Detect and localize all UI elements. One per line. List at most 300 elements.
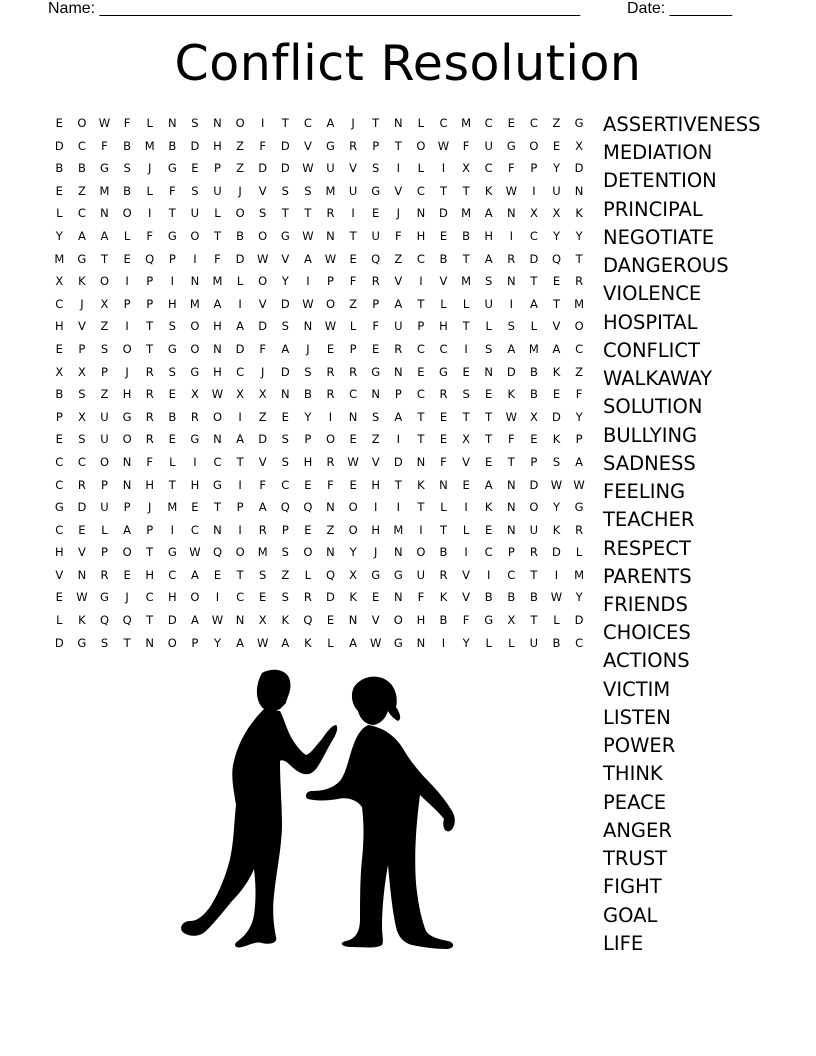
grid-letter: X [529,409,538,424]
grid-letter: Z [100,319,109,334]
grid-row [48,451,588,474]
grid-letter: B [168,138,177,153]
grid-letter: O [258,274,268,289]
grid-letter: N [213,522,222,537]
grid-letter: Q [122,613,132,628]
grid-letter: J [260,364,265,379]
grid-letter: L [146,116,153,130]
grid-letter: N [235,613,245,628]
grid-letter: S [372,161,380,176]
grid-letter: U [394,319,403,334]
grid-letter: B [484,590,493,605]
grid-letter: G [77,251,87,266]
grid-letter: C [281,477,290,492]
grid-row [48,474,588,497]
grid-letter: L [56,613,63,628]
grid-letter: J [351,116,355,130]
grid-letter: M [54,251,65,266]
grid-letter: G [326,138,335,153]
grid-letter: B [552,635,561,650]
grid-letter: T [146,613,154,628]
grid-letter: Z [326,522,335,537]
grid-letter: S [281,432,289,447]
grid-letter: E [281,409,289,424]
grid-letter: E [55,341,63,356]
grid-letter: P [281,522,289,537]
grid-letter: C [575,635,584,650]
grid-row [48,541,588,564]
grid-letter: G [574,116,584,130]
grid-letter: Y [552,500,560,515]
grid-letter: G [393,635,403,650]
grid-letter: E [439,228,448,243]
grid-letter: W [505,409,517,424]
grid-letter: Y [575,590,583,605]
grid-letter: R [145,432,154,447]
grid-letter: I [147,206,152,221]
grid-letter: E [123,251,131,266]
word-list-item: WALKAWAY [603,367,713,391]
grid-letter: S [191,116,199,130]
grid-letter: Y [349,545,357,560]
grid-letter: A [236,432,245,447]
grid-row [48,135,588,158]
grid-letter: N [326,500,335,515]
grid-letter: A [326,116,335,130]
grid-letter: T [552,296,560,311]
grid-letter: O [122,206,132,221]
grid-letter: C [349,387,358,402]
grid-letter: P [304,432,312,447]
grid-letter: S [507,319,515,334]
grid-letter: D [326,590,335,605]
grid-letter: D [77,500,87,515]
grid-letter: C [236,590,245,605]
grid-letter: V [552,319,561,334]
grid-letter: F [101,138,108,153]
grid-letter: G [506,138,516,153]
grid-letter: I [441,635,446,650]
grid-letter: G [190,432,200,447]
word-list-item: RESPECT [603,536,691,560]
grid-letter: D [506,364,516,379]
grid-letter: K [552,364,561,379]
grid-letter: B [168,409,177,424]
grid-letter: L [417,161,425,176]
grid-letter: E [485,454,493,469]
grid-row [48,225,588,248]
grid-letter: P [101,477,108,492]
grid-letter: E [349,432,357,447]
grid-letter: N [190,274,200,289]
grid-letter: T [417,409,425,424]
grid-letter: J [396,206,400,221]
grid-letter: D [574,613,584,628]
grid-row [48,496,588,519]
grid-letter: G [371,183,381,198]
grid-letter: B [77,161,86,176]
grid-letter: H [303,454,313,469]
grid-letter: A [258,500,267,515]
grid-letter: G [371,364,381,379]
grid-letter: W [257,251,269,266]
grid-letter: A [303,251,312,266]
grid-letter: U [100,432,109,447]
grid-letter: G [484,613,494,628]
word-list-item: DETENTION [603,169,717,193]
grid-letter: O [529,500,539,515]
grid-letter: I [193,454,197,469]
grid-letter: X [575,138,584,153]
grid-letter: L [553,613,560,628]
grid-letter: E [191,161,199,176]
grid-letter: Z [575,364,584,379]
grid-letter: D [280,161,290,176]
grid-letter: O [190,319,200,334]
grid-letter: S [259,567,267,582]
grid-letter: W [211,387,224,402]
grid-letter: U [371,228,380,243]
grid-letter: P [327,274,334,289]
grid-letter: F [349,274,357,289]
grid-letter: H [145,477,155,492]
grid-letter: X [55,364,64,379]
grid-letter: L [304,567,312,582]
grid-letter: S [168,364,176,379]
grid-letter: A [552,341,561,356]
grid-letter: N [213,341,222,356]
grid-letter: Y [552,228,560,243]
grid-letter: L [101,522,108,537]
grid-letter: C [416,251,425,266]
grid-letter: L [508,635,515,650]
grid-letter: H [371,477,381,492]
grid-letter: S [281,590,289,605]
grid-letter: O [416,138,426,153]
grid-letter: Y [281,274,289,289]
grid-letter: L [349,319,357,334]
grid-letter: V [371,454,380,469]
grid-letter: C [55,477,64,492]
grid-letter: H [190,477,200,492]
grid-letter: O [303,545,313,560]
grid-letter: P [78,341,86,356]
grid-letter: V [371,613,380,628]
grid-letter: X [77,409,86,424]
grid-letter: G [439,364,448,379]
grid-letter: M [461,274,472,289]
grid-row [48,586,588,609]
grid-letter: N [77,567,87,582]
grid-letter: E [326,341,335,356]
grid-letter: O [99,274,110,289]
grid-letter: T [100,251,108,266]
grid-letter: V [258,296,267,311]
grid-letter: K [552,432,561,447]
grid-letter: E [304,522,312,537]
grid-letter: O [190,590,200,605]
word-list [603,111,803,958]
grid-letter: S [372,409,380,424]
grid-letter: J [147,500,152,515]
grid-letter: I [238,477,242,492]
grid-letter: D [280,296,290,311]
grid-letter: U [100,500,109,515]
grid-letter: Y [575,228,583,243]
grid-letter: Y [575,409,583,424]
grid-letter: T [236,567,244,582]
grid-letter: E [372,341,380,356]
grid-letter: T [575,251,583,266]
grid-letter: I [396,432,400,447]
grid-letter: B [55,387,64,402]
date-field-label: Date: _______ [627,0,732,17]
grid-letter: B [123,183,132,198]
grid-letter: C [484,161,493,176]
grid-letter: U [326,161,335,176]
grid-letter: H [145,567,155,582]
grid-letter: D [54,138,64,153]
grid-letter: B [439,545,448,560]
grid-letter: T [417,500,425,515]
grid-letter: E [123,567,131,582]
grid-letter: D [280,138,290,153]
grid-letter: P [236,500,244,515]
grid-letter: W [550,590,563,605]
grid-letter: Y [213,635,221,650]
grid-letter: L [575,545,583,560]
grid-letter: A [575,454,584,469]
grid-letter: X [258,613,267,628]
grid-letter: Y [462,635,470,650]
grid-letter: C [55,296,64,311]
grid-letter: M [574,567,585,582]
grid-letter: X [552,206,561,221]
grid-letter: N [280,387,290,402]
grid-letter: I [554,567,559,582]
grid-letter: K [417,477,425,492]
word-list-item: FIGHT [603,875,662,899]
word-search-grid [48,112,588,654]
grid-letter: N [506,477,516,492]
grid-letter: S [485,341,493,356]
grid-letter: X [77,364,86,379]
grid-letter: I [328,409,333,424]
grid-letter: I [464,500,468,515]
grid-letter: D [190,138,200,153]
grid-letter: T [417,432,425,447]
grid-letter: M [393,522,404,537]
grid-letter: X [236,387,245,402]
grid-letter: D [393,454,403,469]
grid-letter: T [168,206,176,221]
grid-letter: L [485,635,492,650]
grid-letter: T [372,116,380,130]
grid-letter: T [394,477,402,492]
grid-letter: V [258,183,267,198]
word-list-item: LISTEN [603,705,671,729]
header [48,0,748,20]
grid-letter: O [416,545,426,560]
grid-letter: G [393,567,403,582]
grid-letter: T [462,183,470,198]
word-list-item: ANGER [603,818,672,842]
grid-letter: N [348,409,358,424]
grid-letter: C [236,364,245,379]
grid-letter: L [417,116,425,130]
grid-letter: I [238,296,242,311]
grid-letter: R [326,206,335,221]
grid-letter: D [235,341,245,356]
grid-letter: D [258,432,268,447]
grid-letter: E [168,432,176,447]
grid-letter: A [281,635,290,650]
grid-letter: F [507,161,515,176]
grid-letter: J [125,590,129,605]
grid-letter: O [235,545,245,560]
grid-letter: P [530,161,538,176]
grid-letter: R [303,590,312,605]
grid-letter: M [325,183,336,198]
grid-letter: N [303,319,313,334]
grid-letter: O [325,432,336,447]
grid-letter: E [55,116,63,130]
grid-letter: L [214,206,221,221]
grid-letter: G [100,161,109,176]
grid-letter: R [507,251,516,266]
grid-letter: R [439,387,448,402]
grid-letter: Q [145,251,155,266]
grid-letter: P [146,296,154,311]
left-person-head [257,670,291,712]
grid-letter: S [78,387,86,402]
grid-letter: E [326,613,335,628]
grid-letter: A [123,522,132,537]
grid-letter: T [146,341,154,356]
word-list-item: PARENTS [603,564,692,588]
grid-letter: O [258,228,268,243]
grid-letter: H [213,319,222,334]
grid-letter: Q [99,613,110,628]
word-list-item: POWER [603,734,676,758]
grid-letter: T [123,635,131,650]
grid-letter: C [77,454,86,469]
grid-letter: T [349,228,357,243]
grid-letter: W [573,477,585,492]
grid-letter: P [146,274,154,289]
grid-letter: K [78,274,86,289]
grid-letter: T [281,116,289,130]
grid-letter: T [530,567,538,582]
grid-letter: R [349,364,358,379]
grid-letter: A [484,206,493,221]
grid-letter: V [258,454,267,469]
grid-letter: Z [77,183,86,198]
grid-letter: D [529,477,539,492]
grid-letter: L [327,635,334,650]
grid-letter: G [167,228,177,243]
word-list-item: PRINCIPAL [603,197,703,221]
grid-letter: H [167,296,177,311]
grid-letter: C [190,522,199,537]
grid-letter: H [371,522,381,537]
grid-letter: F [417,590,425,605]
grid-letter: N [393,364,403,379]
grid-letter: C [529,116,538,130]
grid-letter: Z [394,251,403,266]
grid-letter: E [55,432,63,447]
grid-letter: A [236,319,245,334]
grid-letter: N [326,545,335,560]
grid-letter: J [373,545,378,560]
grid-letter: U [484,296,493,311]
grid-letter: X [507,613,516,628]
grid-letter: L [485,319,492,334]
grid-letter: A [484,477,493,492]
grid-letter: F [259,138,266,153]
grid-letter: P [123,296,131,311]
grid-letter: I [260,116,265,130]
grid-letter: S [552,454,561,469]
grid-letter: W [257,635,269,650]
grid-letter: B [529,364,538,379]
grid-letter: R [575,274,584,289]
grid-letter: O [122,545,132,560]
grid-letter: N [574,183,584,198]
grid-letter: Q [371,251,381,266]
grid-letter: I [509,296,513,311]
grid-letter: N [348,613,358,628]
grid-letter: E [439,432,448,447]
grid-letter: Z [100,387,109,402]
grid-letter: R [326,454,335,469]
grid-letter: N [213,432,222,447]
grid-letter: O [77,116,87,130]
grid-letter: O [325,296,336,311]
grid-letter: E [485,387,493,402]
grid-letter: F [214,251,221,266]
grid-letter: G [190,364,200,379]
grid-letter: G [100,590,109,605]
grid-letter: F [259,341,266,356]
grid-letter: E [552,138,561,153]
grid-letter: V [462,567,471,582]
word-list-item: FRIENDS [603,592,688,616]
grid-letter: V [77,545,86,560]
grid-letter: R [145,364,154,379]
grid-letter: T [213,228,221,243]
grid-letter: M [574,296,585,311]
grid-letter: S [304,364,312,379]
grid-letter: K [304,635,312,650]
grid-letter: J [306,341,310,356]
grid-letter: P [55,409,63,424]
grid-letter: T [462,251,470,266]
grid-letter: H [416,613,426,628]
grid-letter: E [168,387,176,402]
grid-letter: H [167,590,177,605]
grid-letter: G [167,341,177,356]
grid-letter: R [100,567,109,582]
grid-letter: B [529,387,538,402]
grid-letter: F [462,613,470,628]
grid-letter: I [125,319,129,334]
grid-letter: T [146,545,154,560]
grid-letter: W [505,183,517,198]
grid-letter: R [439,567,448,582]
grid-letter: G [167,161,177,176]
grid-letter: F [462,138,470,153]
